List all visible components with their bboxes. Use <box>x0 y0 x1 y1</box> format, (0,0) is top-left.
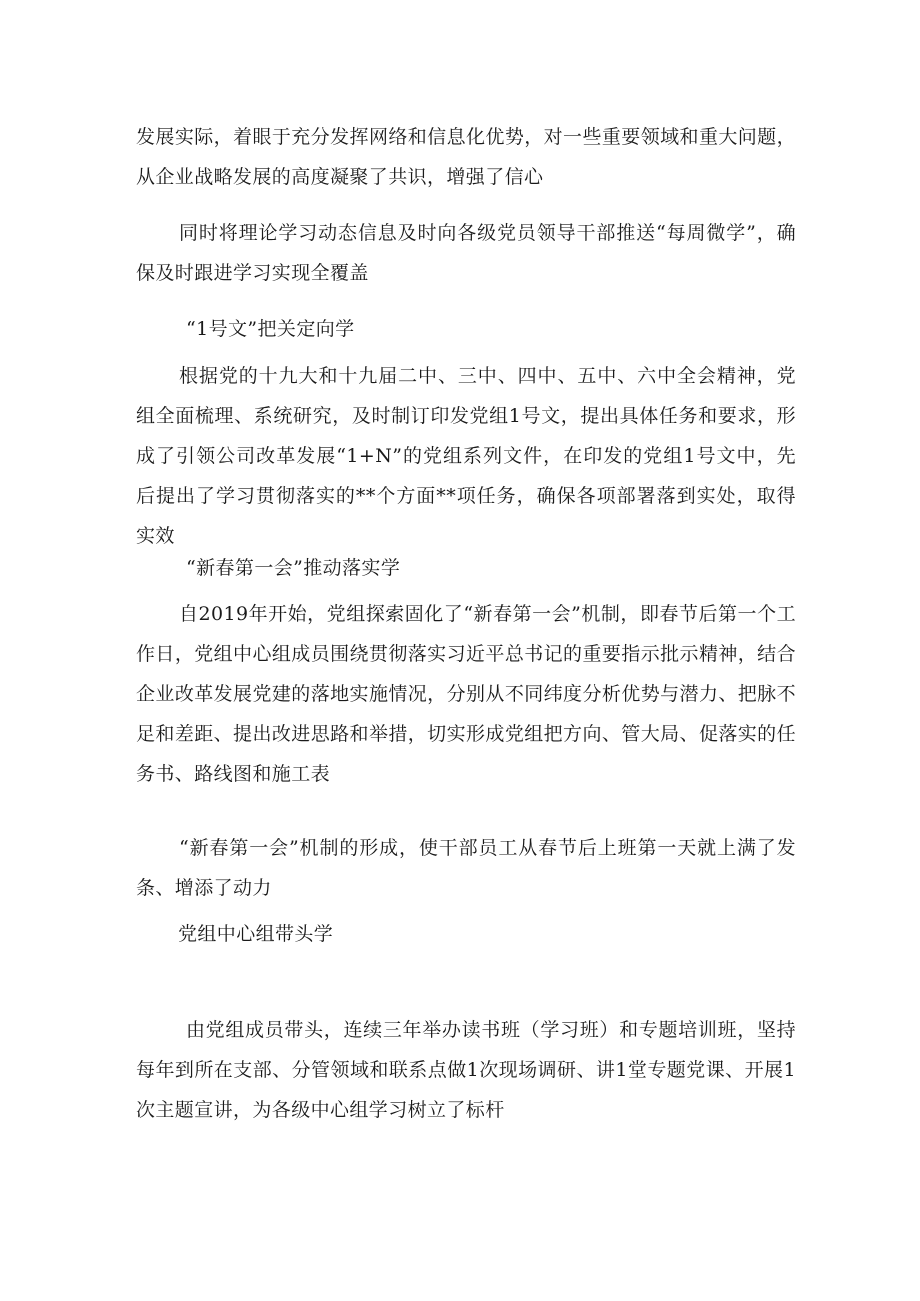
section-heading: “1号文”把关定向学 <box>186 318 355 340</box>
body-paragraph: 自2019年开始，党组探索固化了“新春第一会”机制，即春节后第一个工作日，党组中心组成员围绕贯彻落实习近平总书记的重要指示批示精神，结合企业改革发展党建的落地实施情况，分别从不同纬度分析优势与潜力、把脉不足和差距、提出改进思路和举措，切实形成党组把方向、管大局、促落实的任务书、路线图和施工表 <box>136 603 796 785</box>
section-heading: “新春第一会”推动落实学 <box>186 557 401 579</box>
body-paragraph: 根据党的十九大和十九届二中、三中、四中、五中、六中全会精神，党组全面梳理、系统研究，及时制订印发党组1号文，提出具体任务和要求，形成了引领公司改革发展“1+N”的党组系列文件，在印发的党组1号文中，先后提出了学习贯彻落实的**个方面**项任务，确保各项部署落到实处，取得实效 <box>136 365 796 547</box>
section-heading: 党组中心组带头学 <box>178 923 334 945</box>
body-paragraph: 发展实际，着眼于充分发挥网络和信息化优势，对一些重要领域和重大问题，从企业战略发展的高度凝聚了共识，增强了信心 <box>136 126 796 188</box>
body-paragraph: 同时将理论学习动态信息及时向各级党员领导干部推送“每周微学”，确保及时跟进学习实现全覆盖 <box>136 222 796 284</box>
body-paragraph: “新春第一会”机制的形成，使干部员工从春节后上班第一天就上满了发条、增添了动力 <box>136 837 796 899</box>
body-paragraph: 由党组成员带头，连续三年举办读书班（学习班）和专题培训班，坚持每年到所在支部、分管领域和联系点做1次现场调研、讲1堂专题党课、开展1次主题宣讲，为各级中心组学习树立了标杆 <box>136 1019 796 1121</box>
